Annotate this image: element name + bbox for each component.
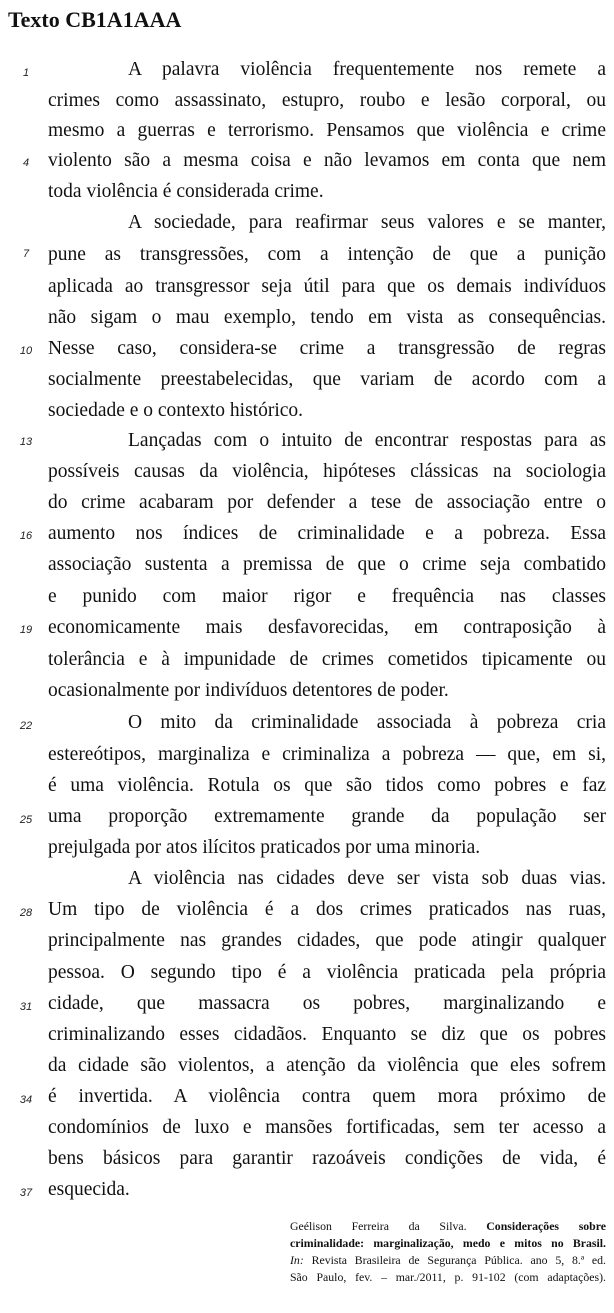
text-line: e punido com maior rigor e frequência nas classes <box>48 586 606 607</box>
line-number: 31 <box>19 1001 33 1013</box>
text-line: pessoa. O segundo tipo é a violência praticada pela própria <box>48 962 606 983</box>
line-number: 13 <box>19 436 33 448</box>
citation-place-date: São Paulo, fev. – mar./2011, p. 91-102 (com adaptações). <box>290 1270 606 1284</box>
text-title: Texto CB1A1AAA <box>8 7 182 32</box>
text-line: A violência nas cidades deve ser vista sob duas vias. <box>128 868 606 889</box>
text-line: da cidade são violentos, a atenção da violência que eles sofrem <box>48 1055 606 1076</box>
text-line: O mito da criminalidade associada à pobreza cria <box>128 712 606 733</box>
text-line: A sociedade, para reafirmar seus valores e se manter, <box>128 212 606 233</box>
text-line: crimes como assassinato, estupro, roubo e lesão corporal, ou <box>48 90 606 111</box>
line-number: 4 <box>22 157 30 169</box>
line-number: 37 <box>19 1187 33 1199</box>
text-line: condomínios de luxo e mansões fortificadas, sem ter acesso a <box>48 1117 606 1138</box>
citation-line <box>290 1252 606 1269</box>
text-line: possíveis causas da violência, hipóteses clássicas na sociologia <box>48 461 606 482</box>
text-line: bens básicos para garantir razoáveis condições de vida, é <box>48 1148 606 1169</box>
text-line: cidade, que massacra os pobres, marginalizando e <box>48 993 606 1014</box>
line-number: 1 <box>22 67 30 79</box>
citation-in-label: In: <box>290 1253 304 1267</box>
text-line: mesmo a guerras e terrorismo. Pensamos que violência e crime <box>48 120 606 141</box>
citation-title: Considerações sobre <box>486 1219 606 1233</box>
text-line: toda violência é considerada crime. <box>48 181 324 202</box>
citation-title-continued: criminalidade: marginalização, medo e mitos no Brasil. <box>290 1236 606 1250</box>
text-line: Nesse caso, considera-se crime a transgressão de regras <box>48 338 606 359</box>
text-line: do crime acabaram por defender a tese de associação entre o <box>48 492 606 513</box>
text-line: economicamente mais desfavorecidas, em contraposição à <box>48 617 606 638</box>
line-number: 16 <box>19 530 33 542</box>
text-line: não sigam o mau exemplo, tendo em vista as consequências. <box>48 307 606 328</box>
text-line: é uma violência. Rotula os que são tidos como pobres e faz <box>48 775 606 796</box>
text-line: Um tipo de violência é a dos crimes praticados nas ruas, <box>48 899 606 920</box>
line-number: 10 <box>19 345 33 357</box>
text-line: ocasionalmente por indivíduos detentores de poder. <box>48 680 449 701</box>
line-number: 25 <box>19 814 33 826</box>
text-line: prejulgada por atos ilícitos praticados por uma minoria. <box>48 837 481 858</box>
text-line: sociedade e o contexto histórico. <box>48 400 304 421</box>
line-number: 22 <box>19 720 33 732</box>
text-line: pune as transgressões, com a intenção de que a punição <box>48 244 606 265</box>
text-line: aumento nos índices de criminalidade e a pobreza. Essa <box>48 523 606 544</box>
text-line: aplicada ao transgressor seja útil para que os demais indivíduos <box>48 276 606 297</box>
text-line: uma proporção extremamente grande da população ser <box>48 806 606 827</box>
citation-line <box>290 1269 606 1286</box>
line-number: 7 <box>22 248 30 260</box>
text-line: associação sustenta a premissa de que o crime seja combatido <box>48 554 606 575</box>
citation <box>290 1218 606 1286</box>
line-number: 34 <box>19 1094 33 1106</box>
text-line: estereótipos, marginaliza e criminaliza a pobreza — que, em si, <box>48 744 606 765</box>
text-line: principalmente nas grandes cidades, que pode atingir qualquer <box>48 930 606 951</box>
citation-author: Geélison Ferreira da Silva. <box>290 1219 467 1233</box>
text-line: tolerância e à impunidade de crimes cometidos tipicamente ou <box>48 649 606 670</box>
citation-source: Revista Brasileira de Segurança Pública. ano 5, 8.ª ed. <box>311 1253 606 1267</box>
text-line: é invertida. A violência contra quem mora próximo de <box>48 1086 606 1107</box>
citation-line <box>290 1235 606 1252</box>
line-number: 19 <box>19 624 33 636</box>
text-line: socialmente preestabelecidas, que variam de acordo com a <box>48 369 606 390</box>
citation-line <box>290 1218 606 1235</box>
text-line: criminalizando esses cidadãos. Enquanto se diz que os pobres <box>48 1024 606 1045</box>
text-line: A palavra violência frequentemente nos remete a <box>128 59 606 80</box>
text-line: esquecida. <box>48 1179 130 1200</box>
line-number: 28 <box>19 907 33 919</box>
text-line: Lançadas com o intuito de encontrar respostas para as <box>128 430 606 451</box>
text-line: violento são a mesma coisa e não levamos em conta que nem <box>48 150 606 171</box>
